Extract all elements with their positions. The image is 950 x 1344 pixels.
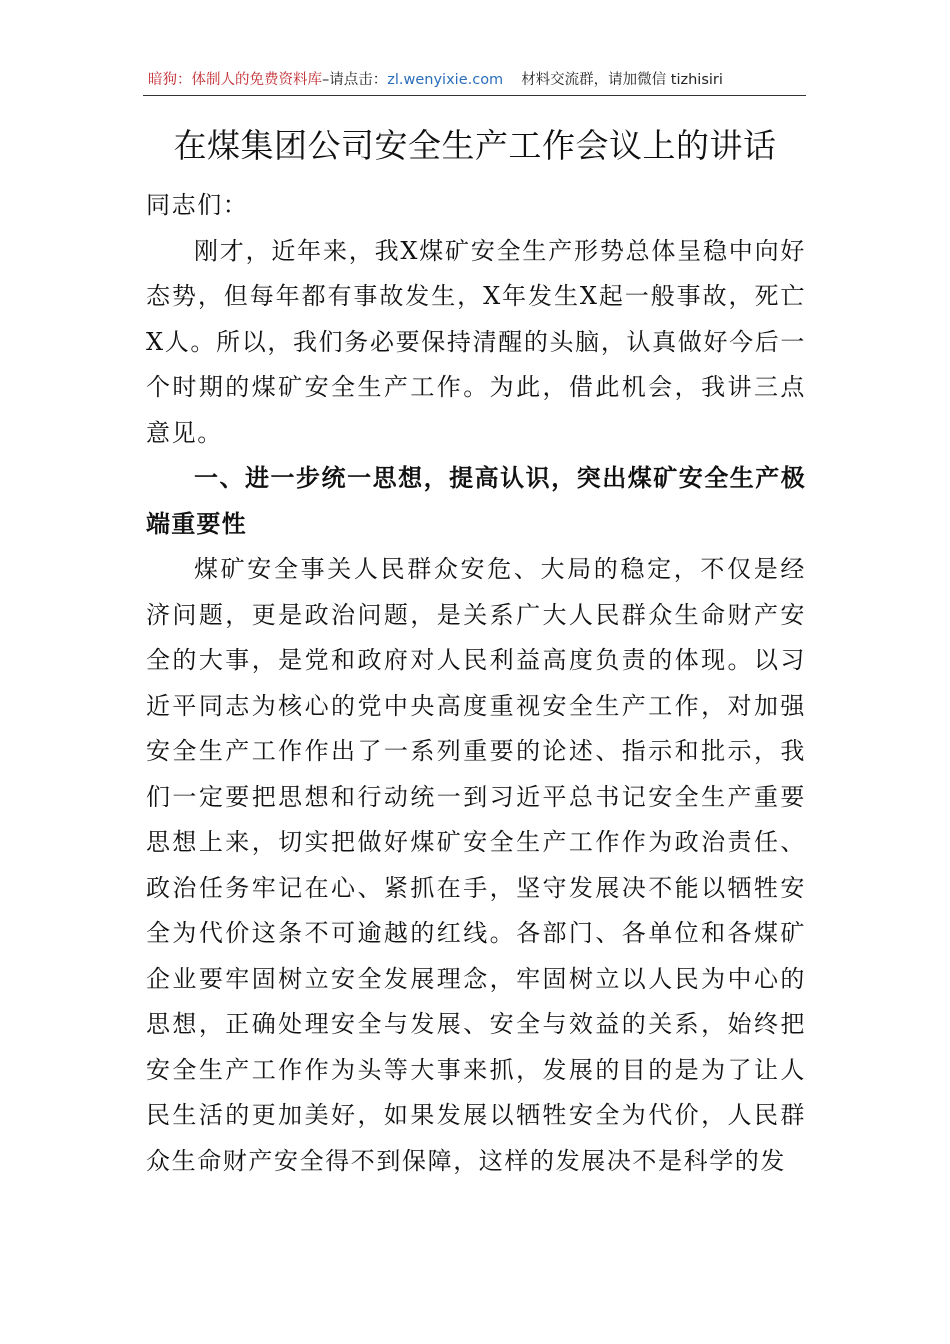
header-divider <box>143 95 806 96</box>
header-wechat-note: 材料交流群，请加微信 tizhisiri <box>521 72 723 88</box>
document-body <box>146 183 806 1184</box>
salutation: 同志们： <box>146 191 249 219</box>
header-separator: –请点击： <box>322 72 388 88</box>
intro-paragraph: 刚才，近年来，我X煤矿安全生产形势总体呈稳中向好态势，但每年都有事故发生，X年发生X起一般事故，死亡X人。所以，我们务必要保持清醒的头脑，认真做好今后一个时期的煤矿安全生产工作。为此，借此机会，我讲三点意见。 <box>146 236 806 447</box>
page-header <box>148 68 806 92</box>
section-heading: 一、进一步统一思想，提高认识，突出煤矿安全生产极端重要性 <box>146 464 806 538</box>
header-brand: 暗狗：体制人的免费资料库 <box>148 72 322 88</box>
document-title: 在煤集团公司安全生产工作会议上的讲话 <box>173 126 777 165</box>
header-url-link[interactable]: zl.wenyixie.com <box>387 72 504 88</box>
body-paragraph: 煤矿安全事关人民群众安危、大局的稳定，不仅是经济问题，更是政治问题，是关系广大人民群众生命财产安全的大事，是党和政府对人民利益高度负责的体现。以习近平同志为核心的党中央高度重视安全生产工作，对加强安全生产工作作出了一系列重要的论述、指示和批示，我们一定要把思想和行动统一到习近平总书记安全生产重要思想上来，切实把做好煤矿安全生产工作作为政治责任、政治任务牢记在心、紧抓在手，坚守发展决不能以牺牲安全为代价这条不可逾越的红线。各部门、各单位和各煤矿企业要牢固树立安全发展理念，牢固树立以人民为中心的思想，正确处理安全与发展、安全与效益的关系，始终把安全生产工作作为头等大事来抓，发展的目的是为了让人民生活的更加美好，如果发展以牺牲安全为代价，人民群众生命财产安全得不到保障，这样的发展决不是科学的发 <box>146 555 806 1175</box>
